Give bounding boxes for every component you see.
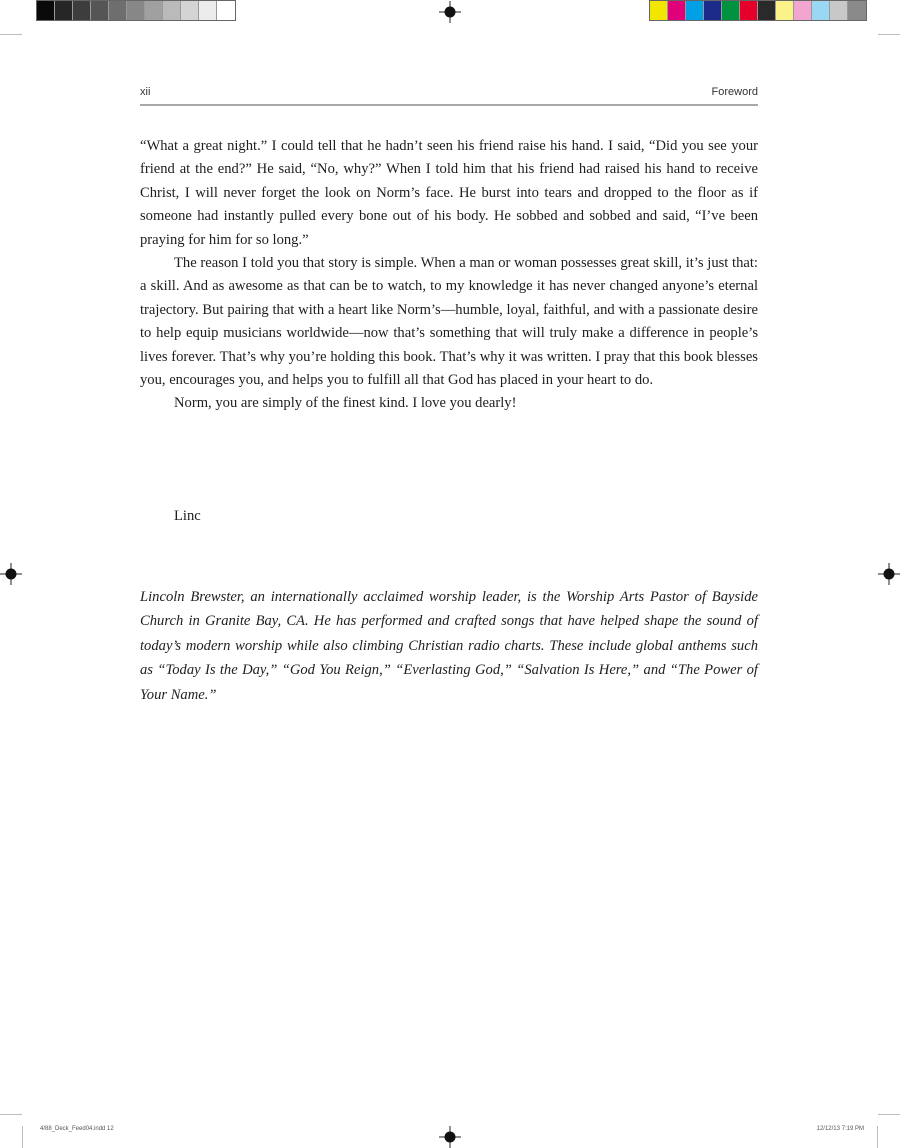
paragraph: Norm, you are simply of the finest kind. I love you dearly! xyxy=(174,395,517,412)
color-swatch xyxy=(686,1,704,20)
color-swatch xyxy=(73,1,91,20)
color-swatch xyxy=(91,1,109,20)
color-swatch xyxy=(163,1,181,20)
registration-mark-icon xyxy=(0,563,22,585)
color-swatch xyxy=(199,1,217,20)
color-swatch xyxy=(794,1,812,20)
crop-mark xyxy=(878,34,900,35)
color-swatch xyxy=(181,1,199,20)
registration-mark-icon xyxy=(878,563,900,585)
color-swatch xyxy=(830,1,848,20)
color-swatch xyxy=(740,1,758,20)
paragraph: “What a great night.” I could tell that he hadn’t seen his friend raise his hand. I said, “Did you see your friend at the end?” He said, “No, why?” When I told him that his friend had raised his hand to receive Christ, I will never forget the look on Norm’s face. He burst into tears and dropped to the floor as if someone had instantly pulled every bone out of his body. He sobbed and sobbed and said, “I’ve been praying for him for so long.” xyxy=(140,138,758,248)
color-swatch xyxy=(704,1,722,20)
process-color-bar xyxy=(649,0,867,21)
header-rule xyxy=(140,104,758,106)
signature: Linc xyxy=(174,508,201,524)
crop-mark xyxy=(0,34,22,35)
color-swatch xyxy=(812,1,830,20)
author-bio: Lincoln Brewster, an internationally acclaimed worship leader, is the Worship Arts Pastor of Bayside Church in Granite Bay, CA. He has performed and crafted songs that have helped shape the sound of today’s modern worship while also climbing Christian radio charts. These include global anthems such as “Today Is the Day,” “God You Reign,” “Everlasting God,” “Salvation Is Here,” and “The Power of Your Name.” xyxy=(140,589,758,703)
color-swatch xyxy=(650,1,668,20)
section-title: Foreword xyxy=(711,86,758,98)
registration-mark-icon xyxy=(439,1,461,23)
page-number: xii xyxy=(140,86,151,98)
file-slug: 4/88_Deck_Feed04.indd 12 xyxy=(40,1126,114,1132)
crop-mark xyxy=(22,1126,23,1148)
grayscale-color-bar xyxy=(36,0,236,21)
color-swatch xyxy=(109,1,127,20)
color-swatch xyxy=(722,1,740,20)
registration-mark-icon xyxy=(439,1126,461,1148)
color-swatch xyxy=(776,1,794,20)
color-swatch xyxy=(37,1,55,20)
date-slug: 12/12/13 7:19 PM xyxy=(816,1126,864,1132)
body-text xyxy=(140,135,758,416)
color-swatch xyxy=(55,1,73,20)
color-swatch xyxy=(145,1,163,20)
crop-mark xyxy=(0,1114,22,1115)
running-head xyxy=(140,84,758,104)
color-swatch xyxy=(668,1,686,20)
paragraph: The reason I told you that story is simple. When a man or woman possesses great skill, it’s just that: a skill. And as awesome as that can be to watch, to my knowledge it has never changed anyone’s eternal trajectory. But pairing that with a heart like Norm’s—humble, loyal, faithful, and with a passionate desire to help equip musicians worldwide—now that’s something that will truly make a difference in people’s lives forever. That’s why you’re holding this book. That’s why it was written. I pray that this book blesses you, encourages you, and helps you to fulfill all that God has placed in your heart to do. xyxy=(140,255,758,389)
crop-mark xyxy=(878,1114,900,1115)
crop-mark xyxy=(877,1126,878,1148)
color-swatch xyxy=(758,1,776,20)
color-swatch xyxy=(848,1,866,20)
color-swatch xyxy=(217,1,235,20)
color-swatch xyxy=(127,1,145,20)
